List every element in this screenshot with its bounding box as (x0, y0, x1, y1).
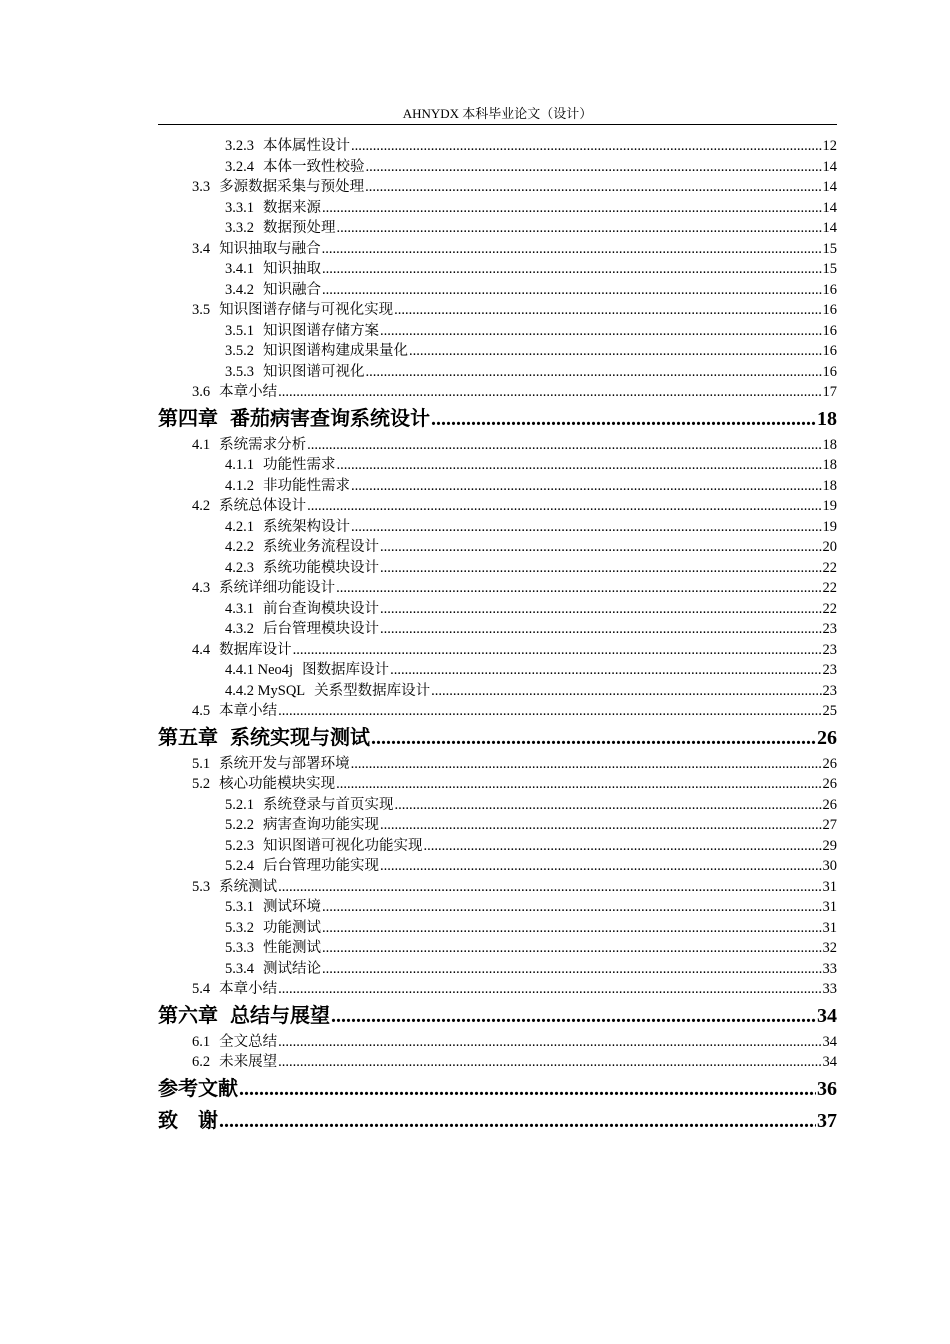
toc-entry-number: 3.2.4 (225, 158, 254, 175)
table-of-contents (158, 136, 837, 1137)
toc-entry-title: 本章小结 (219, 703, 278, 719)
toc-leader-dots (278, 1032, 821, 1053)
toc-entry-page: 18 (822, 436, 837, 453)
toc-entry-page: 31 (822, 899, 837, 915)
toc-entry[interactable] (158, 177, 837, 198)
toc-entry[interactable] (158, 136, 837, 157)
toc-entry-title: 系统登录与首页实现 (263, 796, 394, 813)
toc-entry-number: 5.3.1 (225, 899, 254, 915)
toc-entry[interactable] (158, 640, 837, 661)
toc-entry[interactable] (158, 362, 837, 383)
toc-entry-title: 后台管理模块设计 (263, 621, 379, 637)
toc-entry[interactable] (158, 1073, 837, 1105)
toc-leader-dots (336, 578, 821, 599)
toc-entry[interactable] (158, 979, 837, 1000)
toc-entry-title: 系统实现与测试 (230, 726, 370, 749)
toc-entry[interactable] (158, 754, 837, 775)
toc-entry-title: 数据预处理 (263, 220, 336, 236)
toc-entry-title: 参考文献 (158, 1077, 238, 1100)
toc-leader-dots (380, 619, 822, 640)
toc-entry-page: 36 (817, 1077, 837, 1100)
toc-entry-title: 知识图谱可视化 (263, 363, 365, 380)
toc-entry-number: 3.4.2 (225, 281, 254, 298)
toc-entry-page: 23 (822, 641, 837, 658)
toc-entry-number: 5.2.3 (225, 837, 254, 854)
toc-entry-page: 18 (822, 477, 837, 494)
toc-entry-page: 26 (817, 726, 837, 749)
toc-leader-dots (380, 599, 822, 620)
toc-entry-number: 第五章 (158, 726, 218, 749)
toc-entry-number: 5.2.4 (225, 858, 254, 874)
toc-leader-dots (394, 300, 821, 321)
toc-leader-dots (395, 795, 822, 816)
toc-leader-dots (380, 815, 822, 836)
toc-leader-dots (424, 836, 822, 857)
toc-entry-title: 后台管理功能实现 (263, 858, 379, 874)
toc-entry-number: 4.3 (192, 580, 211, 596)
toc-leader-dots (239, 1073, 816, 1105)
toc-leader-dots (380, 856, 822, 877)
toc-entry[interactable] (158, 856, 837, 877)
toc-entry-number: 4.4 (192, 641, 211, 658)
toc-entry-number: 第四章 (158, 407, 218, 430)
toc-entry-page: 22 (822, 600, 837, 617)
toc-entry-title: 系统详细功能设计 (219, 580, 336, 596)
toc-leader-dots (366, 362, 822, 383)
toc-entry-number: 6.2 (192, 1054, 211, 1070)
toc-entry-number: 3.5 (192, 302, 211, 318)
toc-entry-page: 19 (822, 518, 837, 535)
toc-entry-title: 总结与展望 (230, 1004, 330, 1027)
toc-entry[interactable] (158, 660, 837, 681)
toc-leader-dots (366, 157, 822, 178)
toc-entry-title: 系统架构设计 (263, 518, 350, 535)
toc-leader-dots (351, 476, 822, 497)
toc-entry-title: 全文总结 (219, 1033, 278, 1050)
toc-entry[interactable] (158, 938, 837, 959)
toc-entry-title: 知识图谱构建成果量化 (263, 343, 408, 359)
toc-entry-title: 多源数据采集与预处理 (219, 179, 365, 195)
toc-entry-page: 26 (822, 755, 837, 772)
toc-entry[interactable] (158, 897, 837, 918)
toc-entry-number: 5.2 (192, 776, 211, 792)
toc-entry-number: 3.4 (192, 240, 211, 257)
toc-leader-dots (322, 897, 822, 918)
toc-entry-page: 18 (822, 457, 837, 473)
toc-entry-number: 4.2 (192, 498, 211, 514)
toc-entry-page: 16 (822, 281, 837, 298)
toc-entry-title: 关系型数据库设计 (314, 682, 431, 699)
toc-leader-dots (365, 177, 821, 198)
toc-entry-title: 知识融合 (263, 281, 321, 298)
toc-entry-title: 未来展望 (219, 1054, 278, 1070)
toc-entry[interactable] (158, 599, 837, 620)
toc-entry-title: 系统功能模块设计 (263, 559, 379, 576)
toc-entry-page: 26 (822, 796, 837, 813)
toc-entry[interactable] (158, 382, 837, 403)
toc-entry-title: 测试结论 (263, 960, 321, 977)
toc-entry-number: 5.3.3 (225, 940, 254, 956)
toc-entry-page: 27 (822, 817, 837, 833)
toc-entry-title: 病害查询功能实现 (263, 817, 379, 833)
toc-entry[interactable] (158, 517, 837, 538)
toc-leader-dots (409, 341, 822, 362)
toc-entry-number: 4.2.3 (225, 559, 254, 576)
toc-leader-dots (278, 877, 821, 898)
toc-leader-dots (278, 701, 821, 722)
toc-entry-number: 4.2.1 (225, 518, 254, 535)
toc-entry-number: 3.6 (192, 384, 211, 400)
toc-entry-number: 3.3.1 (225, 199, 254, 216)
toc-leader-dots (293, 640, 822, 661)
toc-entry-number: 3.3.2 (225, 220, 254, 236)
toc-entry[interactable] (158, 681, 837, 702)
toc-leader-dots (322, 959, 822, 980)
toc-entry-page: 32 (822, 940, 837, 956)
toc-entry-page: 23 (822, 662, 837, 678)
toc-entry-number: 5.4 (192, 981, 211, 997)
toc-leader-dots (380, 558, 822, 579)
toc-entry-number: 4.3.2 (225, 621, 254, 637)
toc-leader-dots (337, 218, 822, 239)
toc-entry-number: 3.4.1 (225, 261, 254, 277)
toc-entry[interactable] (158, 403, 837, 435)
toc-entry[interactable] (158, 537, 837, 558)
toc-entry[interactable] (158, 321, 837, 342)
toc-entry-title: 知识抽取 (263, 261, 321, 277)
toc-entry-number: 3.5.3 (225, 363, 254, 380)
toc-entry-page: 16 (822, 302, 837, 318)
toc-entry-page: 14 (822, 179, 837, 195)
toc-entry-title: 数据来源 (263, 199, 321, 216)
toc-entry-page: 15 (822, 240, 837, 257)
toc-entry[interactable] (158, 1000, 837, 1032)
toc-entry-page: 14 (822, 220, 837, 236)
toc-entry-number: 5.1 (192, 755, 211, 772)
toc-entry-title: 性能测试 (263, 940, 321, 956)
toc-entry-title: 本体一致性校验 (263, 158, 365, 175)
toc-entry-page: 34 (822, 1054, 837, 1070)
toc-entry-page: 19 (822, 498, 837, 514)
toc-entry-page: 33 (822, 981, 837, 997)
toc-entry-page: 26 (822, 776, 837, 792)
toc-leader-dots (307, 496, 821, 517)
toc-entry[interactable] (158, 722, 837, 754)
toc-entry[interactable] (158, 1032, 837, 1053)
toc-entry[interactable] (158, 239, 837, 260)
toc-entry[interactable] (158, 198, 837, 219)
toc-entry-number: 4.1 (192, 436, 211, 453)
toc-entry-title: 知识抽取与融合 (219, 240, 321, 257)
toc-entry[interactable] (158, 836, 837, 857)
toc-entry-page: 25 (822, 703, 837, 719)
toc-entry-page: 16 (822, 363, 837, 380)
toc-entry[interactable] (158, 578, 837, 599)
toc-leader-dots (322, 198, 822, 219)
toc-leader-dots (337, 455, 822, 476)
toc-entry-number: 5.3.2 (225, 919, 254, 936)
toc-entry-title: 前台查询模块设计 (263, 600, 379, 617)
toc-leader-dots (278, 382, 821, 403)
toc-entry[interactable] (158, 815, 837, 836)
toc-leader-dots (371, 722, 816, 754)
toc-entry-page: 31 (822, 878, 837, 895)
toc-entry[interactable] (158, 558, 837, 579)
toc-entry-number: 4.1.1 (225, 457, 254, 473)
toc-leader-dots (431, 681, 821, 702)
running-header: AHNYDX 本科毕业论文（设计） (158, 103, 837, 125)
toc-entry-title: 知识图谱存储方案 (263, 322, 379, 339)
toc-entry-page: 22 (822, 580, 837, 596)
toc-entry-title: 系统开发与部署环境 (219, 755, 350, 772)
toc-leader-dots (380, 321, 822, 342)
toc-entry[interactable] (158, 496, 837, 517)
toc-entry[interactable] (158, 476, 837, 497)
toc-entry[interactable] (158, 341, 837, 362)
toc-entry[interactable] (158, 455, 837, 476)
toc-entry-number: 3.2.3 (225, 138, 254, 154)
toc-leader-dots (331, 1000, 816, 1032)
toc-leader-dots (431, 403, 816, 435)
toc-leader-dots (278, 1052, 821, 1073)
toc-entry-title: 系统业务流程设计 (263, 539, 379, 555)
toc-entry-title: 非功能性需求 (263, 477, 350, 494)
toc-leader-dots (322, 280, 822, 301)
toc-entry-title: 知识图谱可视化功能实现 (263, 837, 423, 854)
toc-entry-page: 16 (822, 322, 837, 339)
toc-leader-dots (219, 1105, 816, 1137)
toc-entry-number: 4.1.2 (225, 477, 254, 494)
toc-entry-title: 功能性需求 (263, 457, 336, 473)
toc-entry[interactable] (158, 218, 837, 239)
toc-entry-page: 17 (822, 384, 837, 400)
toc-entry[interactable] (158, 774, 837, 795)
toc-entry-page: 29 (822, 837, 837, 854)
toc-entry-page: 14 (822, 199, 837, 216)
toc-entry-page: 20 (822, 539, 837, 555)
toc-entry-number: 3.5.2 (225, 343, 254, 359)
toc-leader-dots (351, 754, 822, 775)
toc-leader-dots (380, 537, 822, 558)
toc-entry-number: 4.2.2 (225, 539, 254, 555)
toc-entry[interactable] (158, 877, 837, 898)
toc-entry-number: 4.3.1 (225, 600, 254, 617)
toc-entry[interactable] (158, 619, 837, 640)
toc-entry-page: 15 (822, 261, 837, 277)
toc-entry-page: 12 (822, 138, 837, 154)
toc-entry-title: 系统测试 (219, 878, 278, 895)
toc-entry-title: 数据库设计 (219, 641, 292, 658)
toc-entry[interactable] (158, 259, 837, 280)
toc-entry-page: 22 (822, 559, 837, 576)
toc-entry-page: 31 (822, 919, 837, 936)
toc-leader-dots (322, 918, 822, 939)
toc-entry-title: 核心功能模块实现 (219, 776, 336, 792)
toc-entry-page: 14 (822, 158, 837, 175)
toc-entry-title: 本体属性设计 (263, 138, 350, 154)
toc-entry[interactable] (158, 959, 837, 980)
toc-entry[interactable] (158, 701, 837, 722)
toc-entry-number: 4.4.2 MySQL (225, 682, 306, 699)
toc-leader-dots (351, 136, 822, 157)
toc-entry-page: 34 (822, 1033, 837, 1050)
toc-entry-title: 本章小结 (219, 384, 278, 400)
toc-entry-number: 5.2.1 (225, 796, 254, 813)
toc-leader-dots (351, 517, 822, 538)
toc-entry-page: 16 (822, 343, 837, 359)
toc-entry-number: 5.3.4 (225, 960, 254, 977)
toc-leader-dots (322, 938, 822, 959)
toc-entry-title: 致 谢 (158, 1109, 218, 1132)
toc-leader-dots (307, 435, 821, 456)
toc-entry-number: 4.4.1 Neo4j (225, 662, 294, 678)
toc-entry[interactable] (158, 1052, 837, 1073)
toc-entry-page: 34 (817, 1004, 837, 1027)
toc-entry-number: 5.2.2 (225, 817, 254, 833)
toc-entry[interactable] (158, 157, 837, 178)
toc-entry[interactable] (158, 300, 837, 321)
toc-leader-dots (322, 239, 822, 260)
toc-entry-page: 30 (822, 858, 837, 874)
toc-entry-page: 18 (817, 407, 837, 430)
toc-entry-number: 第六章 (158, 1004, 218, 1027)
toc-entry-title: 测试环境 (263, 899, 321, 915)
toc-leader-dots (336, 774, 821, 795)
toc-entry[interactable] (158, 280, 837, 301)
toc-entry-number: 6.1 (192, 1033, 211, 1050)
toc-leader-dots (278, 979, 821, 1000)
toc-entry-page: 23 (822, 621, 837, 637)
toc-entry[interactable] (158, 1105, 837, 1137)
toc-leader-dots (390, 660, 821, 681)
toc-entry-number: 5.3 (192, 878, 211, 895)
toc-entry-number: 3.3 (192, 179, 211, 195)
toc-entry-page: 37 (817, 1109, 837, 1132)
toc-entry-title: 知识图谱存储与可视化实现 (219, 302, 394, 318)
toc-entry-page: 33 (822, 960, 837, 977)
toc-entry-title: 功能测试 (263, 919, 321, 936)
toc-entry-title: 系统总体设计 (219, 498, 307, 514)
toc-entry-number: 3.5.1 (225, 322, 254, 339)
toc-entry-title: 系统需求分析 (219, 436, 307, 453)
toc-entry-number: 4.5 (192, 703, 211, 719)
toc-leader-dots (322, 259, 822, 280)
toc-entry-title: 图数据库设计 (302, 662, 390, 678)
toc-entry[interactable] (158, 918, 837, 939)
toc-entry-page: 23 (822, 682, 837, 699)
toc-entry-title: 本章小结 (219, 981, 278, 997)
toc-entry[interactable] (158, 795, 837, 816)
toc-entry-title: 番茄病害查询系统设计 (230, 407, 430, 430)
toc-entry[interactable] (158, 435, 837, 456)
